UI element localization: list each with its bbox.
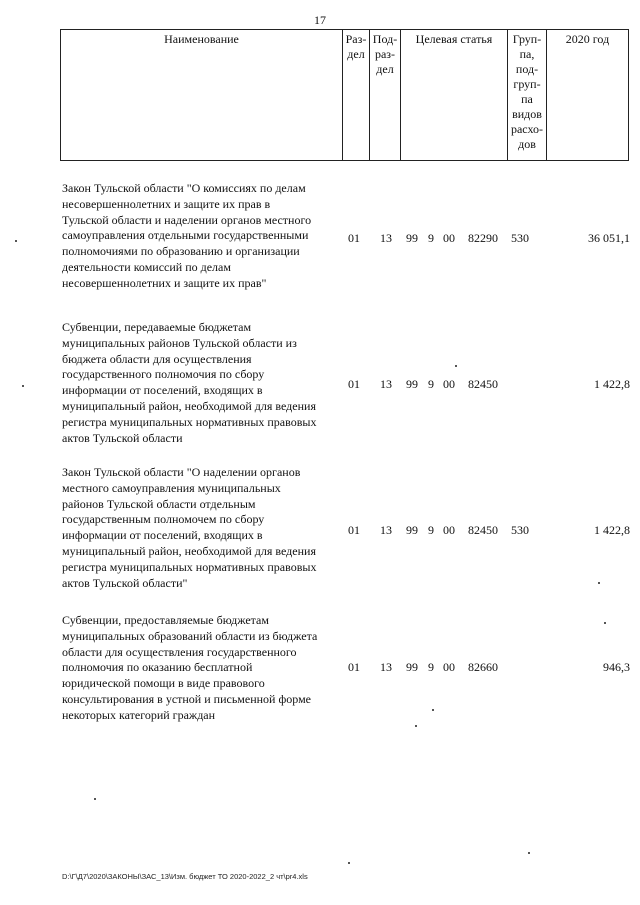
row-razdel: 01 bbox=[348, 231, 360, 245]
row-amount: 36 051,1 bbox=[588, 231, 630, 245]
row-target-p2: 9 bbox=[428, 377, 434, 391]
scan-speck bbox=[604, 622, 606, 624]
table-header bbox=[60, 29, 629, 161]
scan-speck bbox=[15, 240, 17, 242]
row-target-p2: 9 bbox=[428, 231, 434, 245]
row-podrazdel: 13 bbox=[380, 523, 392, 537]
scan-speck bbox=[348, 862, 350, 864]
header-group: Груп- па, под- груп- па видов расхо- дов bbox=[508, 30, 547, 161]
row-razdel: 01 bbox=[348, 377, 360, 391]
row-target-p1: 99 bbox=[406, 231, 418, 245]
row-amount: 1 422,8 bbox=[594, 377, 630, 391]
row-target-p3: 00 bbox=[443, 231, 455, 245]
row-target-p1: 99 bbox=[406, 377, 418, 391]
row-podrazdel: 13 bbox=[380, 660, 392, 674]
row-group: 530 bbox=[511, 523, 529, 537]
header-year: 2020 год bbox=[547, 30, 629, 161]
row-name: Субвенции, передаваемые бюджетам муниципальных районов Тульской области из бюджета области для осуществления государственного полномочия по сбору информации от поселений, входящих в муниципальный район, необходимой для ведения регистра муниципальных нормативных правовых актов Тульской области bbox=[62, 320, 317, 445]
row-amount: 1 422,8 bbox=[594, 523, 630, 537]
header-target-article: Целевая статья bbox=[401, 30, 508, 161]
scan-speck bbox=[415, 725, 417, 727]
row-target-p2: 9 bbox=[428, 660, 434, 674]
row-podrazdel: 13 bbox=[380, 231, 392, 245]
row-podrazdel: 13 bbox=[380, 377, 392, 391]
page-number: 17 bbox=[314, 13, 326, 27]
row-amount: 946,3 bbox=[603, 660, 630, 674]
scan-speck bbox=[94, 798, 96, 800]
row-razdel: 01 bbox=[348, 660, 360, 674]
header-razdel: Раз- дел bbox=[343, 30, 370, 161]
scan-speck bbox=[455, 365, 457, 367]
row-name: Закон Тульской области "О наделении органов местного самоуправления муниципальных районов Тульской области отдельным государственным полномочем по сбору информации от поселений, входящих в муниципальный район, необходимой для ведения регистра муниципальных нормативных правовых актов Тульской области" bbox=[62, 465, 317, 590]
row-target-p4: 82450 bbox=[468, 523, 498, 537]
row-target-p1: 99 bbox=[406, 660, 418, 674]
row-target-p3: 00 bbox=[443, 523, 455, 537]
row-target-p2: 9 bbox=[428, 523, 434, 537]
row-target-p4: 82660 bbox=[468, 660, 498, 674]
file-path-footer: D:\Г\Д7\2020\ЗАКОНЫ\ЗАС_13\Изм. бюджет ТО 2020-2022_2 чт\pr4.xls bbox=[62, 872, 308, 881]
scan-speck bbox=[22, 385, 24, 387]
header-name: Наименование bbox=[61, 30, 343, 161]
header-podrazdel: Под- раз- дел bbox=[370, 30, 401, 161]
row-group: 530 bbox=[511, 231, 529, 245]
scan-speck bbox=[598, 582, 600, 584]
row-target-p4: 82450 bbox=[468, 377, 498, 391]
row-target-p1: 99 bbox=[406, 523, 418, 537]
scan-speck bbox=[528, 852, 530, 854]
scan-speck bbox=[432, 709, 434, 711]
row-target-p3: 00 bbox=[443, 660, 455, 674]
row-target-p3: 00 bbox=[443, 377, 455, 391]
row-target-p4: 82290 bbox=[468, 231, 498, 245]
row-name: Субвенции, предоставляемые бюджетам муниципальных образований области из бюджета области для осуществления государственного полномочия по оказанию бесплатной юридической помощи в виде правового консультирования в устной и письменной форме некоторых категорий граждан bbox=[62, 613, 318, 722]
row-razdel: 01 bbox=[348, 523, 360, 537]
row-name: Закон Тульской области "О комиссиях по делам несовершеннолетних и защите их прав в Тульской области и наделении органов местного самоуправления отдельными государственными полномочиями по образованию и организации деятельности комиссий по делам несовершеннолетних и защите их прав" bbox=[62, 181, 312, 290]
